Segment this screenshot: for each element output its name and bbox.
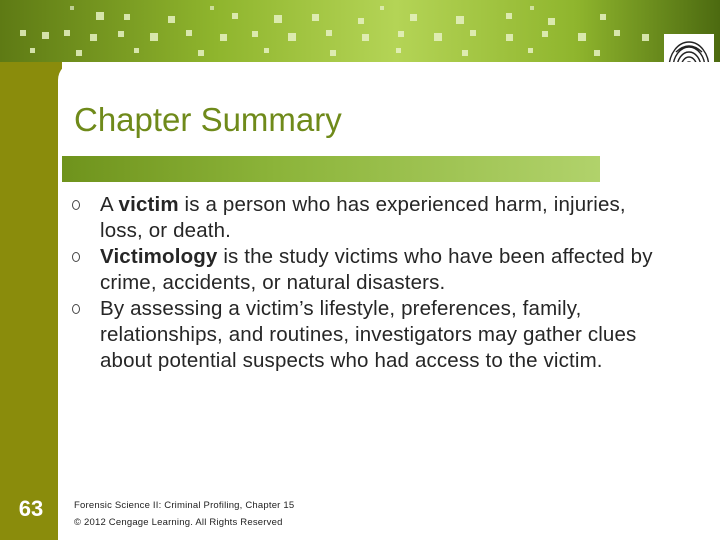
bullet-post: is the study victims who have been affected by crime, accidents, or natural disasters. (100, 245, 653, 294)
bullet-text: By assessing a victim’s lifestyle, preferences, family, relationships, and routines, investigators may gather clues about potential suspects who had access to the victim. (100, 297, 637, 372)
left-accent-bar (0, 62, 62, 540)
bullet-circle-icon (72, 200, 80, 210)
footer-course-line: Forensic Science II: Criminal Profiling, Chapter 15 (74, 500, 295, 511)
bullet-item-victimology (72, 244, 672, 296)
bullet-circle-icon (72, 304, 80, 314)
bullet-item-victim (72, 192, 672, 244)
bullet-post: is a person who has experienced harm, injuries, loss, or death. (100, 193, 626, 242)
slide-title: Chapter Summary (74, 101, 342, 138)
bullet-pre: A (100, 193, 119, 216)
bullet-circle-icon (72, 252, 80, 262)
banner-dot-pattern (0, 0, 720, 62)
bullet-item-assessing (72, 296, 672, 374)
page-number: 63 (18, 496, 44, 521)
footer-copyright-line: © 2012 Cengage Learning. All Rights Reserved (74, 517, 283, 528)
title-underline-bar (62, 156, 600, 182)
bullet-term: victim (118, 193, 179, 216)
bullet-list (72, 192, 672, 374)
header-banner (0, 0, 720, 62)
bullet-term: Victimology (100, 245, 218, 268)
